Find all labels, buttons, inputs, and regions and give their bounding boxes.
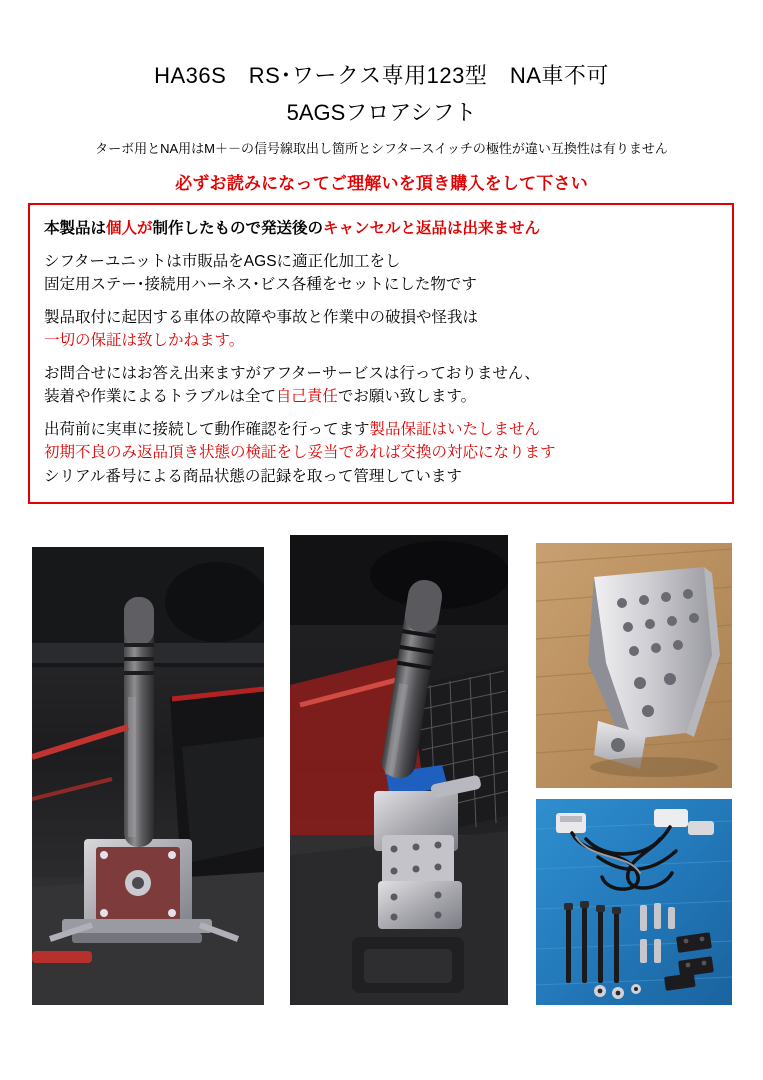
terms-segment: 製品保証はいたしません [369,420,541,438]
product-photo-grid [32,535,732,1005]
compatibility-note: ターボ用とNA用はM＋－の信号線取出し箇所とシフタースイッチの極性が違い互換性は有りません [95,141,668,157]
photo-bracket [536,543,732,788]
terms-segment: シフターユニットは市販品をAGSに適正化加工をし [44,252,401,270]
terms-segment: 個人が [106,220,153,237]
terms-segment: 本製品は [44,220,107,237]
terms-segment: 固定用ステー･接続用ハーネス･ビス各種をセットにした物です [44,276,477,294]
page-subtitle-model: 5AGSフロアシフト [286,99,477,125]
photo-parts [536,799,732,1005]
terms-paragraph-cancel-policy [44,217,718,241]
terms-paragraph-no-warranty-damage [44,306,718,353]
terms-segment: キャンセルと返品は出来ません [323,220,541,237]
document-header [0,0,763,194]
terms-segment: 初期不良のみ返品頂き状態の検証をし妥当であれば交換の対応になります [44,444,556,462]
terms-paragraph-list [44,217,718,488]
read-before-purchase-warning: 必ずお読みになってご理解いを頂き購入をして下さい [175,174,588,194]
terms-segment: 自己責任 [275,388,338,406]
photo-interior-left [32,547,264,1005]
terms-segment: お問合せにはお答え出来ますがアフターサービスは行っておりません、 [44,364,540,382]
terms-paragraph-product-contents [44,250,718,297]
terms-paragraph-no-after-service [44,362,718,409]
terms-segment: シリアル番号による商品状態の記録を取って管理しています [44,467,462,485]
terms-segment: でお願い致します。 [337,388,477,406]
terms-notice-box [28,203,734,504]
terms-segment: 出荷前に実車に接続して動作確認を行ってます [44,420,370,438]
photo-interior-right [290,535,508,1005]
terms-segment: 製品取付に起因する車体の故障や事故と作業中の破損や怪我は [44,308,479,326]
terms-paragraph-shipping-inspection [44,418,718,489]
terms-segment: 一切の保証は致しかねます。 [44,332,245,350]
terms-segment: 装着や作業によるトラブルは全て [44,388,276,406]
terms-segment: 制作したもので発送後の [152,220,324,237]
page-title: HA36S RS･ワークス専用123型 NA車不可 [154,63,609,88]
